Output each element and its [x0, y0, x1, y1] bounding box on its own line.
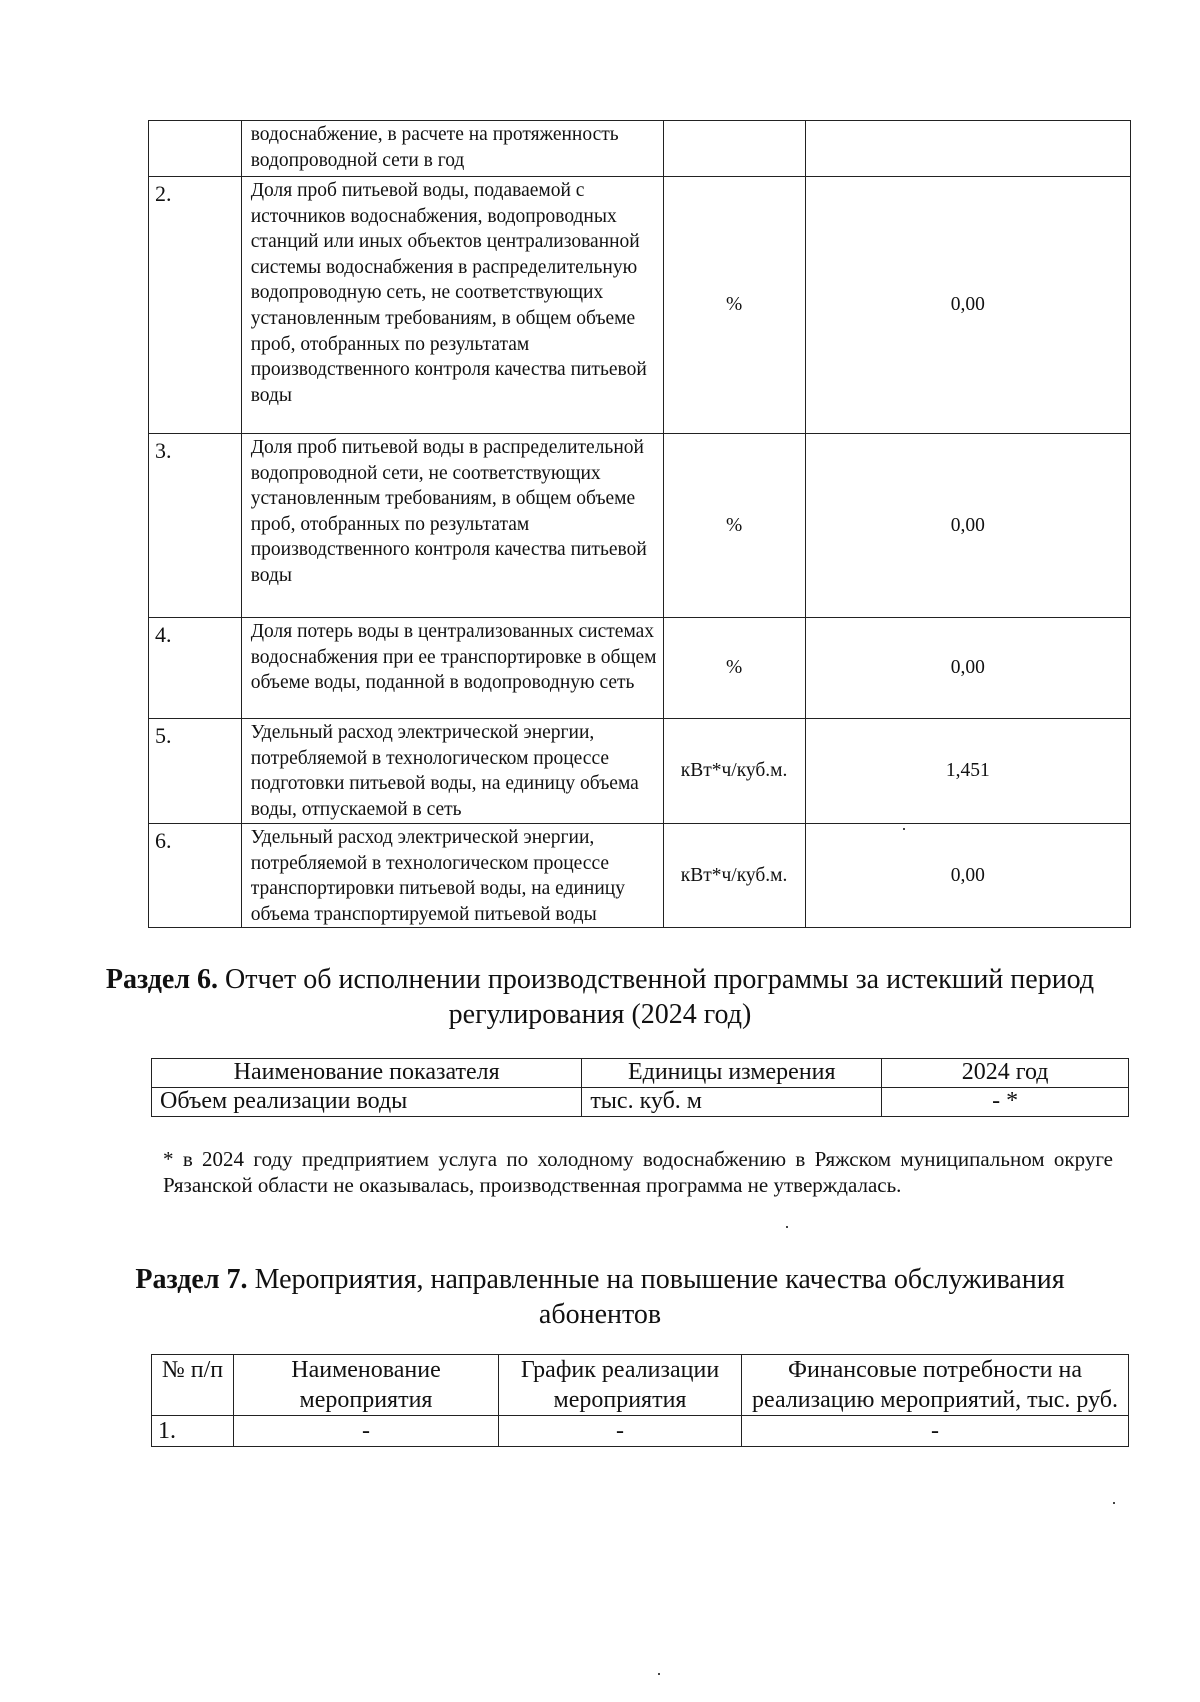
table-cell: Объем реализации воды [152, 1088, 582, 1117]
section-7-title: Мероприятия, направленные на повышение качества обслуживания абонентов [247, 1264, 1065, 1330]
indicator-unit: кВт*ч/куб.м. [663, 824, 805, 928]
table-cell: тыс. куб. м [582, 1088, 882, 1117]
table-row [152, 1416, 1129, 1447]
table-cell: - [234, 1416, 499, 1447]
row-number: 6. [149, 824, 242, 928]
scan-speck [658, 1673, 660, 1675]
table-row [149, 824, 1131, 928]
indicator-name: Удельный расход электрической энергии, потребляемой в технологическом процессе подготовки питьевой воды, на единицу объема воды, отпускаемой в сеть [241, 719, 663, 824]
column-header: Единицы измерения [582, 1059, 882, 1088]
indicator-value: 0,00 [805, 434, 1130, 618]
column-header: Наименование показателя [152, 1059, 582, 1088]
indicator-name: Удельный расход электрической энергии, потребляемой в технологическом процессе транспортировки питьевой воды, на единицу объема транспортируемой питьевой воды [241, 824, 663, 928]
indicator-name: Доля проб питьевой воды в распределительной водопроводной сети, не соответствующих установленным требованиям, в общем объеме проб, отобранных по результатам производственного контроля качества питьевой воды [241, 434, 663, 618]
section-7-label: Раздел 7. [135, 1264, 248, 1295]
table-cell: 1. [152, 1416, 234, 1447]
column-header: Финансовые потребности на реализацию мероприятий, тыс. руб. [742, 1355, 1129, 1416]
indicator-value: 0,00 [805, 177, 1130, 434]
section-7-table [151, 1354, 1129, 1447]
column-header: График реализации мероприятия [499, 1355, 742, 1416]
section-7-heading [100, 1262, 1100, 1332]
column-header: 2024 год [882, 1059, 1129, 1088]
indicator-value: 0,00 [805, 824, 1130, 928]
column-header: № п/п [152, 1355, 234, 1416]
indicator-unit: кВт*ч/куб.м. [663, 719, 805, 824]
table-row [152, 1088, 1129, 1117]
section-6-table [151, 1058, 1129, 1117]
section-6-label: Раздел 6. [105, 964, 219, 995]
indicator-name: Доля проб питьевой воды, подаваемой с источников водоснабжения, водопроводных станций или иных объектов централизованной системы водоснабжения в распределительную водопроводную сеть, не соответствующих установленным требованиям, в общем объеме проб, отобранных по результатам производственного контроля качества питьевой воды [241, 177, 663, 434]
row-number: 2. [149, 177, 242, 434]
table-cell: - [742, 1416, 1129, 1447]
table-row [149, 434, 1131, 618]
table-header-row [152, 1059, 1129, 1088]
indicator-name: Доля потерь воды в централизованных системах водоснабжения при ее транспортировке в общем объеме воды, поданной в водопроводную сеть [241, 618, 663, 719]
scan-speck [1113, 1502, 1115, 1504]
indicator-unit: % [663, 177, 805, 434]
table-row [149, 177, 1131, 434]
table-row [149, 618, 1131, 719]
row-number: 5. [149, 719, 242, 824]
section-6-heading [100, 962, 1100, 1032]
indicator-value: 0,00 [805, 618, 1130, 719]
indicators-table [148, 120, 1131, 928]
scan-speck [786, 1226, 788, 1228]
section-6-title: Отчет об исполнении производственной программы за истекший период регулирования (2024 год) [218, 964, 1095, 1030]
indicator-unit: % [663, 434, 805, 618]
column-header: Наименование мероприятия [234, 1355, 499, 1416]
table-cell: - [499, 1416, 742, 1447]
indicator-value [805, 121, 1130, 177]
row-number [149, 121, 242, 177]
scan-speck [903, 828, 905, 830]
indicator-name: водоснабжение, в расчете на протяженность водопроводной сети в год [241, 121, 663, 177]
indicator-unit: % [663, 618, 805, 719]
indicator-unit [663, 121, 805, 177]
table-row [149, 121, 1131, 177]
footnote: * в 2024 году предприятием услуга по холодному водоснабжению в Ряжском муниципальном округе Рязанской области не оказывалась, производственная программа не утверждалась. [163, 1147, 1113, 1197]
table-row [149, 719, 1131, 824]
row-number: 4. [149, 618, 242, 719]
indicator-value: 1,451 [805, 719, 1130, 824]
table-header-row [152, 1355, 1129, 1416]
row-number: 3. [149, 434, 242, 618]
table-cell: - * [882, 1088, 1129, 1117]
